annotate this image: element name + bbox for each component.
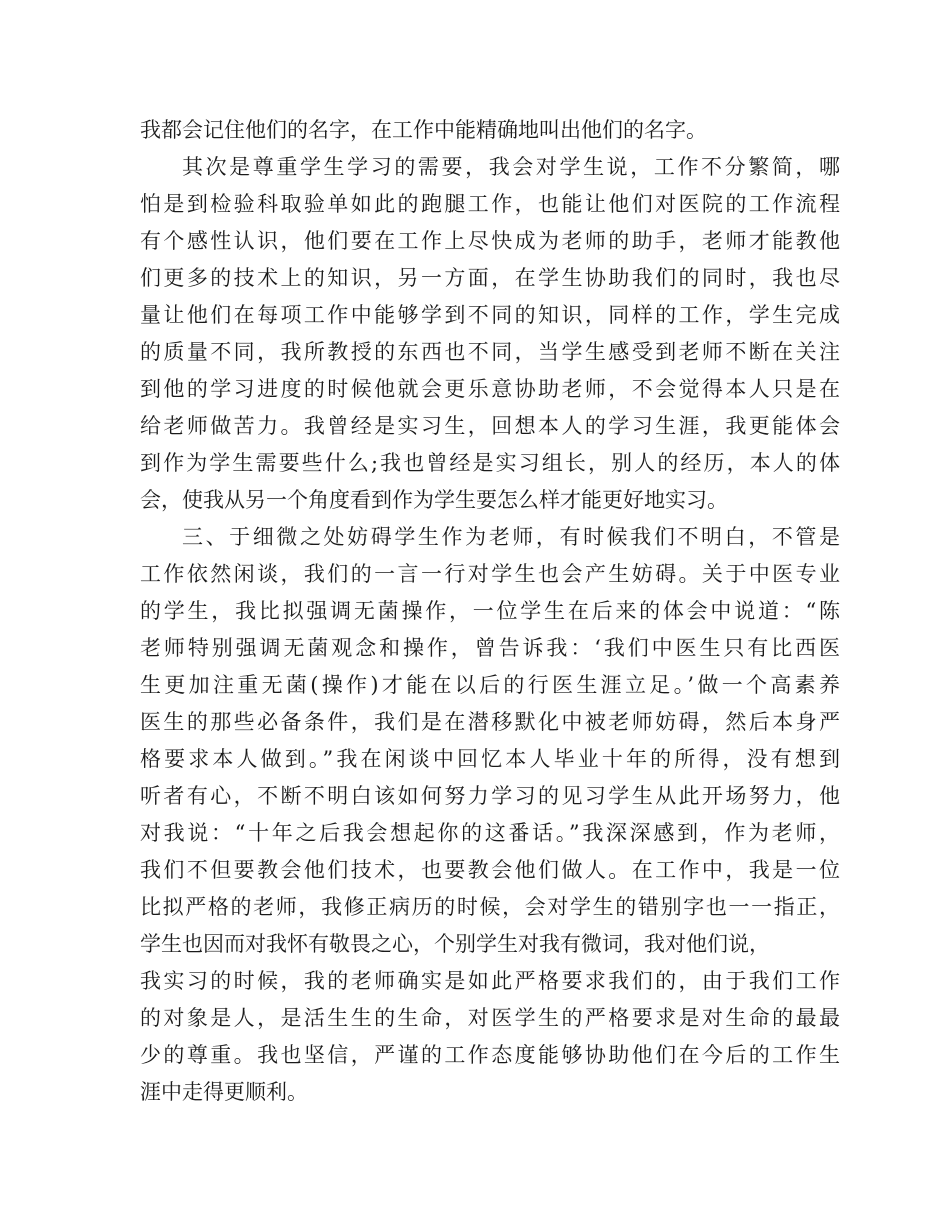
text-line: 的对象是人，是活生生的生命，对医学生的严格要求是对生命的最最	[140, 1006, 840, 1030]
text-line: 给老师做苦力。我曾经是实习生，回想本人的学习生涯，我更能体会	[140, 414, 840, 438]
text-line: 的质量不同，我所教授的东西也不同，当学生感受到老师不断在关注	[140, 340, 840, 364]
text-line: 格要求本人做到。”我在闲谈中回忆本人毕业十年的所得，没有想到	[140, 747, 840, 771]
text-line: 生更加注重无菌(操作)才能在以后的行医生涯立足。’做一个高素养	[140, 673, 840, 697]
text-line: 有个感性认识，他们要在工作上尽快成为老师的助手，老师才能教他	[140, 229, 840, 253]
text-line: 的学生，我比拟强调无菌操作，一位学生在后来的体会中说道：“陈	[140, 599, 840, 623]
body-text	[140, 112, 840, 1111]
text-line: 会，使我从另一个角度看到作为学生要怎么样才能更好地实习。	[140, 488, 728, 512]
text-line: 听者有心，不断不明白该如何努力学习的见习学生从此开场努力，他	[140, 784, 840, 808]
text-line: 医生的那些必备条件，我们是在潜移默化中被老师妨碍，然后本身严	[140, 710, 840, 734]
text-line: 我都会记住他们的名字，在工作中能精确地叫出他们的名字。	[140, 118, 707, 142]
text-line: 工作依然闲谈，我们的一言一行对学生也会产生妨碍。关于中医专业	[140, 562, 840, 586]
text-line: 比拟严格的老师，我修正病历的时候，会对学生的错别字也一一指正，	[140, 895, 840, 919]
text-line: 对我说：“十年之后我会想起你的这番话。”我深深感到，作为老师，	[140, 821, 840, 845]
text-line: 少的尊重。我也坚信，严谨的工作态度能够协助他们在今后的工作生	[140, 1043, 840, 1067]
text-line: 学生也因而对我怀有敬畏之心，个别学生对我有微词，我对他们说，	[140, 932, 770, 956]
text-line: 我们不但要教会他们技术，也要教会他们做人。在工作中，我是一位	[140, 858, 840, 882]
text-line: 量让他们在每项工作中能够学到不同的知识，同样的工作，学生完成	[140, 303, 840, 327]
text-line: 涯中走得更顺利。	[140, 1080, 308, 1104]
paragraph-start-line: 三、于细微之处妨碍学生作为老师，有时候我们不明白，不管是	[182, 525, 840, 549]
paragraph-start-line: 其次是尊重学生学习的需要，我会对学生说，工作不分繁简，哪	[182, 155, 840, 179]
text-line: 到他的学习进度的时候他就会更乐意协助老师，不会觉得本人只是在	[140, 377, 840, 401]
text-line: 我实习的时候，我的老师确实是如此严格要求我们的，由于我们工作	[140, 969, 840, 993]
text-line: 老师特别强调无菌观念和操作，曾告诉我：‘我们中医生只有比西医	[140, 636, 840, 660]
text-line: 怕是到检验科取验单如此的跑腿工作，也能让他们对医院的工作流程	[140, 192, 840, 216]
text-line: 到作为学生需要些什么;我也曾经是实习组长，别人的经历，本人的体	[140, 451, 840, 475]
text-line: 们更多的技术上的知识，另一方面，在学生协助我们的同时，我也尽	[140, 266, 840, 290]
